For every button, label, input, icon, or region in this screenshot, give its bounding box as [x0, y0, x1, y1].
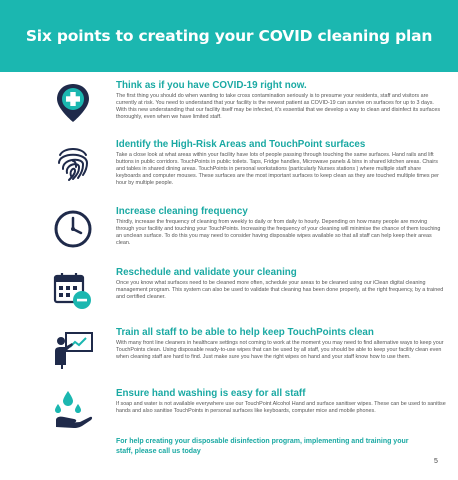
section-body: Take a close look at what areas within your facility have lots of people passing through touching the same surfaces. Hand rails and lift buttons in public corridors. TouchPoints in public toilets. Taps, Fridge handles, Microwave panels & bins in shared kitchen areas. Chairs and tables in shared dining areas. TouchPoints in personal workstations (particularly Nurses stations ) where multiple staff share keyboards and computer mouses. These surfaces are the most important surfaces to keep clean as they are touched multiple times per hour by multiple people.	[116, 152, 439, 187]
section-heading: Ensure hand washing is easy for all staff	[116, 388, 306, 399]
section-body: If soap and water is not available everywhere use our TouchPoint Alcohol Hand and surface sanitiser wipes. These can be used to sanitise hands and also sanitise TouchPoints in personal surfaces like keyboards, computer mice and mobile phones.	[116, 401, 446, 415]
map-pin-medical-cross-icon	[52, 82, 94, 124]
section-heading: Identify the High-Risk Areas and TouchPoint surfaces	[116, 139, 366, 150]
section-body: Thirdly, increase the frequency of cleaning from weekly to daily or from daily to hourly. Depending on how many people are moving through your facility and touching your TouchPoints. Increasing the frequency of your cleaning will minimise the chance of them touching an unclean surface. To do this you may need to consider having disposable wipes available so that all staff can help keep their areas clean.	[116, 219, 441, 247]
section-body: With many front line cleaners in healthcare settings not coming to work at the moment you may need to find alternative ways to keep your TouchPoints clean. Using disposable ready-to-use wipes that can be used by all staff, you should be able to keep your facility clean even when cleaning staff are hard to find. Just make sure you have the right wipes on hand and your staff know how to use them.	[116, 340, 444, 361]
section-content	[116, 206, 446, 247]
hand-drops-icon	[52, 388, 94, 430]
call-to-action: For help creating your disposable disinfection program, implementing and training your staff, please call us today	[116, 438, 409, 455]
section-body: The first thing you should do when wanting to take cross contamination seriously is to presume your residents, staff and visitors are currently at risk. You need to understand that your facility is the newest patient as COVID-19 can survive on surfaces for up to 3 days. With this new understanding that our facility itself may be infected, it's essential that we develop a way to clean and disinfect its surfaces thoroughly, even when we have limited staff.	[116, 93, 441, 121]
title-banner	[0, 0, 458, 72]
section-content	[116, 388, 446, 415]
fingerprint-icon	[52, 141, 94, 183]
section-content	[116, 267, 446, 301]
section-content	[116, 139, 446, 187]
section-body: Once you know what surfaces need to be cleaned more often, schedule your areas to be cleaned using our iClean digital cleaning management program. This system can also be used to validate that cleaning has been done properly, at the right frequency, by a trained and certified cleaner.	[116, 280, 444, 301]
presentation-trainer-icon	[52, 329, 94, 371]
section-content	[116, 80, 446, 121]
clock-icon	[52, 208, 94, 250]
section-heading: Think as if you have COVID-19 right now.	[116, 80, 307, 91]
section-heading: Reschedule and validate your cleaning	[116, 267, 297, 278]
section-heading: Increase cleaning frequency	[116, 206, 248, 217]
section-heading: Train all staff to be able to help keep TouchPoints clean	[116, 327, 374, 338]
page-number: 5	[434, 458, 438, 465]
calendar-remove-icon	[52, 270, 94, 312]
page-title: Six points to creating your COVID cleaning plan	[25, 27, 433, 45]
section-content	[116, 327, 446, 361]
